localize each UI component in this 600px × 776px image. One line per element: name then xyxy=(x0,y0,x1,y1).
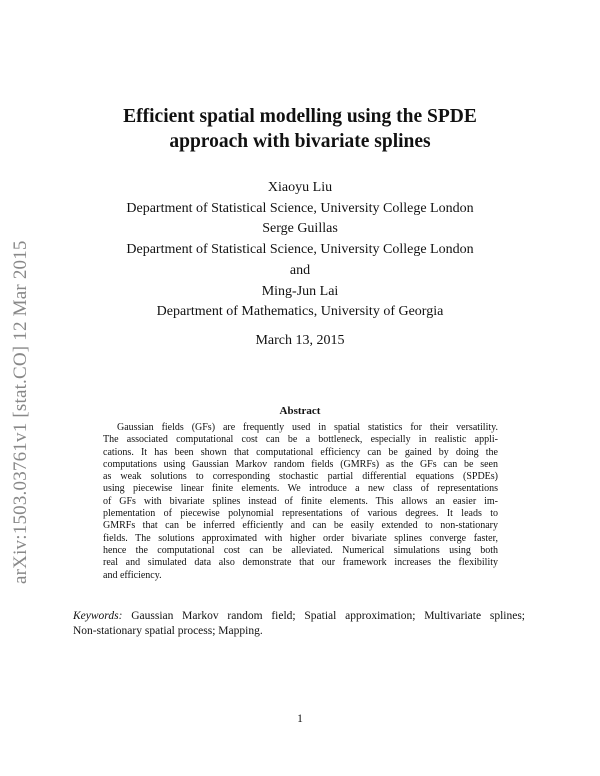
keywords-block xyxy=(73,609,525,639)
keywords-label: Keywords: xyxy=(73,610,123,622)
abstract-line: of GFs with bivariate splines instead of finite elements. This allows an easier im- xyxy=(103,495,498,507)
abstract-line: real and simulated data also demonstrate that our framework increases the flexibility xyxy=(103,557,498,569)
abstract-line: plementation of piecewise polynomial representations of various degrees. It leads to xyxy=(103,508,498,520)
abstract-line: using piecewise linear finite elements. We introduce a new class of representations xyxy=(103,483,498,495)
author-block xyxy=(40,178,560,323)
paper-title xyxy=(40,104,560,154)
abstract-line: The associated computational cost can be a bottleneck, especially in realistic appli- xyxy=(103,434,498,446)
abstract-line: as weak solutions to corresponding stochastic partial differential equations (SPDEs) xyxy=(103,471,498,483)
author-affiliation: Department of Statistical Science, University College London xyxy=(126,242,474,258)
abstract-line: Gaussian fields (GFs) are frequently used in spatial statistics for their versatility. xyxy=(117,422,498,433)
abstract-line: and efficiency. xyxy=(103,569,162,581)
abstract-body xyxy=(103,422,498,582)
author-name: Serge Guillas xyxy=(262,221,338,237)
abstract-line: computations using Gaussian Markov random fields (GMRFs) as the GFs can be seen xyxy=(103,458,498,470)
abstract-heading: Abstract xyxy=(279,405,321,417)
page-number: 1 xyxy=(297,713,303,725)
abstract-line: hence the computational cost can be alleviated. Numerical simulations using both xyxy=(103,544,498,556)
paper-date: March 13, 2015 xyxy=(255,333,345,348)
keywords-text: Gaussian Markov random field; Spatial approximation; Multivariate splines; xyxy=(122,610,525,622)
abstract-line: cations. It has been shown that computational efficiency can be gained by doing the xyxy=(103,446,498,458)
abstract-line: fields. The solutions approximated with higher order bivariate splines converge faster, xyxy=(103,532,498,544)
abstract-line: GMRFs that can be inferred efficiently and can be easily extended to non-stationary xyxy=(103,520,498,532)
title-line: approach with bivariate splines xyxy=(169,131,431,152)
author-affiliation: Department of Statistical Science, University College London xyxy=(126,200,474,216)
author-affiliation: Department of Mathematics, University of Georgia xyxy=(156,304,444,320)
author-name: Xiaoyu Liu xyxy=(267,180,333,195)
keywords-line: Non-stationary spatial process; Mapping. xyxy=(73,625,263,637)
author-conjunction: and xyxy=(289,262,311,278)
author-name: Ming-Jun Lai xyxy=(261,283,339,299)
arxiv-identifier: arXiv:1503.03761v1 [stat.CO] 12 Mar 2015 xyxy=(10,240,31,584)
title-line: Efficient spatial modelling using the SPDE xyxy=(123,106,477,127)
keywords-line xyxy=(73,609,525,624)
